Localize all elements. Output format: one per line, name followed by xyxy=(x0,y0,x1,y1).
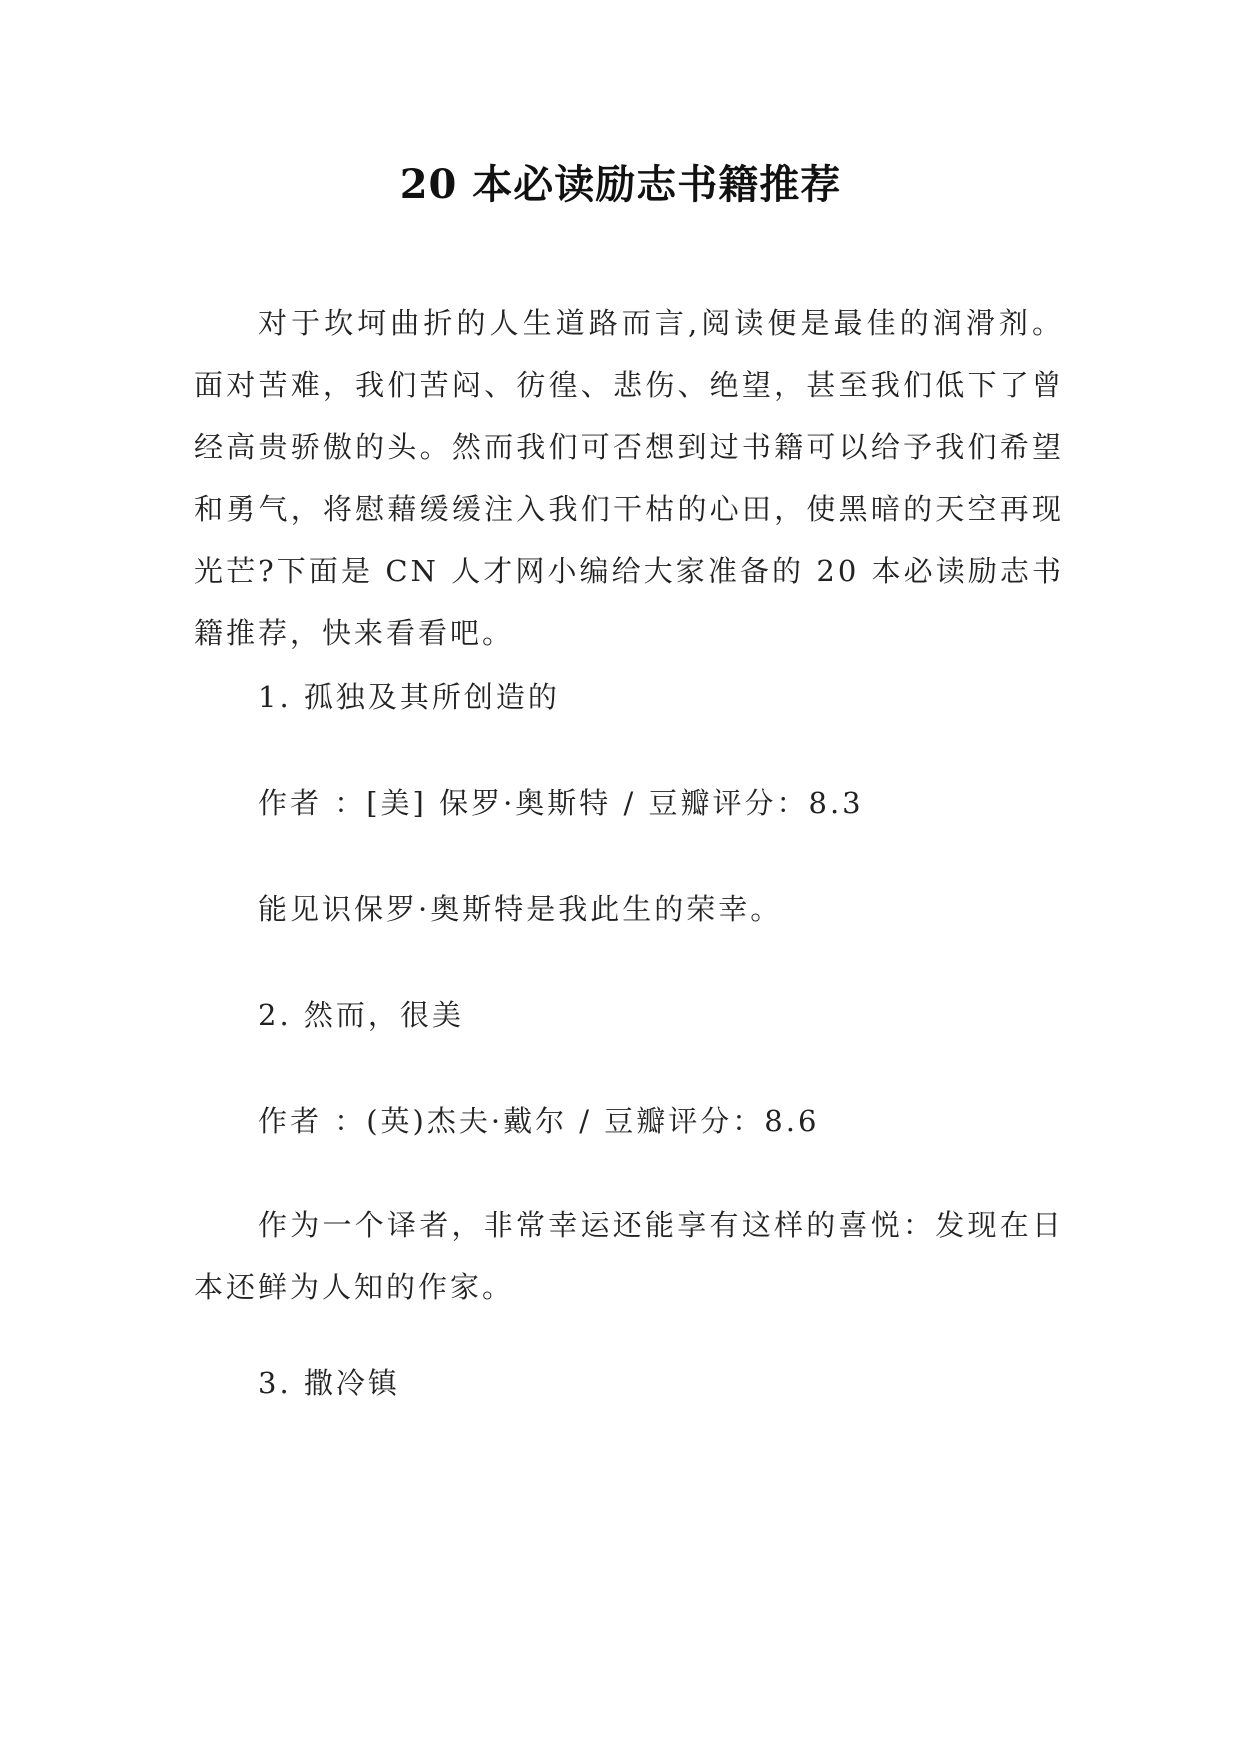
book-heading: 3. 撒冷镇 xyxy=(258,1366,400,1400)
document-title: 20 本必读励志书籍推荐 xyxy=(399,161,842,208)
book-comment: 能见识保罗·奥斯特是我此生的荣幸。 xyxy=(258,892,783,926)
book-heading: 2. 然而，很美 xyxy=(258,998,464,1032)
book-author-rating: 作者 ：[美] 保罗·奥斯特 / 豆瓣评分：8.3 xyxy=(258,786,864,820)
book-author-rating: 作者 ：(英)杰夫·戴尔 / 豆瓣评分：8.6 xyxy=(258,1104,820,1138)
book-heading: 1. 孤独及其所创造的 xyxy=(258,680,560,714)
book-comment: 作为一个译者，非常幸运还能享有这样的喜悦：发现在日本还鲜为人知的作家。 xyxy=(194,1208,1064,1304)
intro-paragraph: 对于坎坷曲折的人生道路而言,阅读便是最佳的润滑剂。面对苦难，我们苦闷、彷徨、悲伤、绝望，甚至我们低下了曾经高贵骄傲的头。然而我们可否想到过书籍可以给予我们希望和勇气，将慰藉缓缓注入我们干枯的心田，使黑暗的天空再现光芒?下面是 CN 人才网小编给大家准备的 20 本必读励志书籍推荐，快来看看吧。 xyxy=(194,306,1064,650)
